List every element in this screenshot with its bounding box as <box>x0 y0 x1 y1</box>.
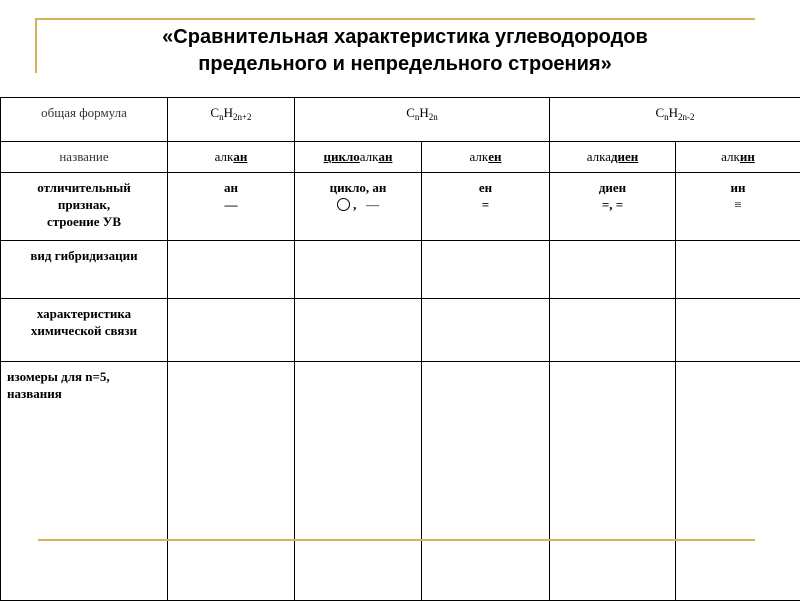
formula-cn-h2n-2: $C_nH_{2n-2}$ <box>550 98 800 142</box>
decor-line-top <box>35 18 755 20</box>
cell-empty <box>295 299 422 362</box>
cell-empty <box>676 241 800 299</box>
ring-icon <box>337 198 350 211</box>
cell-empty <box>550 299 676 362</box>
row-isomers <box>1 362 800 601</box>
cell-empty <box>168 362 295 601</box>
feature-alkan: ан — <box>168 173 295 241</box>
cell-empty <box>550 241 676 299</box>
title-line-1: «Сравнительная характеристика углеводородов <box>60 24 750 51</box>
comparison-table <box>0 97 800 601</box>
feature-alkadien: диен =, = <box>550 173 676 241</box>
cell-empty <box>168 241 295 299</box>
page-title <box>60 24 750 78</box>
cell-empty <box>168 299 295 362</box>
row-bond <box>1 299 800 362</box>
row-formula <box>1 98 800 142</box>
label-feature: отличительный признак, строение УВ <box>1 173 168 241</box>
name-cycloalkan: циклоалкан <box>295 142 422 173</box>
cell-empty <box>422 362 550 601</box>
cell-empty <box>295 241 422 299</box>
cell-empty <box>422 299 550 362</box>
title-line-2: предельного и непредельного строения» <box>60 51 750 78</box>
label-isomers: изомеры для n=5, названия <box>1 362 168 601</box>
decor-line-bottom <box>38 539 755 541</box>
name-alken: алкен <box>422 142 550 173</box>
name-alkadien: алкадиен <box>550 142 676 173</box>
decor-line-left <box>35 18 37 73</box>
feature-alkin: ин ≡ <box>676 173 800 241</box>
feature-alken: ен = <box>422 173 550 241</box>
row-name <box>1 142 800 173</box>
row-hybrid <box>1 241 800 299</box>
label-formula: общая формула <box>1 98 168 142</box>
row-feature <box>1 173 800 241</box>
label-hybrid: вид гибридизации <box>1 241 168 299</box>
cell-empty <box>295 362 422 601</box>
label-bond: характеристика химической связи <box>1 299 168 362</box>
cell-empty <box>676 299 800 362</box>
name-alkan: алкан <box>168 142 295 173</box>
feature-cycloalkan: цикло, ан , — <box>295 173 422 241</box>
cell-empty <box>550 362 676 601</box>
cell-empty <box>422 241 550 299</box>
cell-empty <box>676 362 800 601</box>
formula-cn-h2n: $C_nH_{2n}$ <box>295 98 550 142</box>
name-alkin: алкин <box>676 142 800 173</box>
formula-alkane: $C_nH_{2n+2}$ <box>168 98 295 142</box>
label-name: название <box>1 142 168 173</box>
